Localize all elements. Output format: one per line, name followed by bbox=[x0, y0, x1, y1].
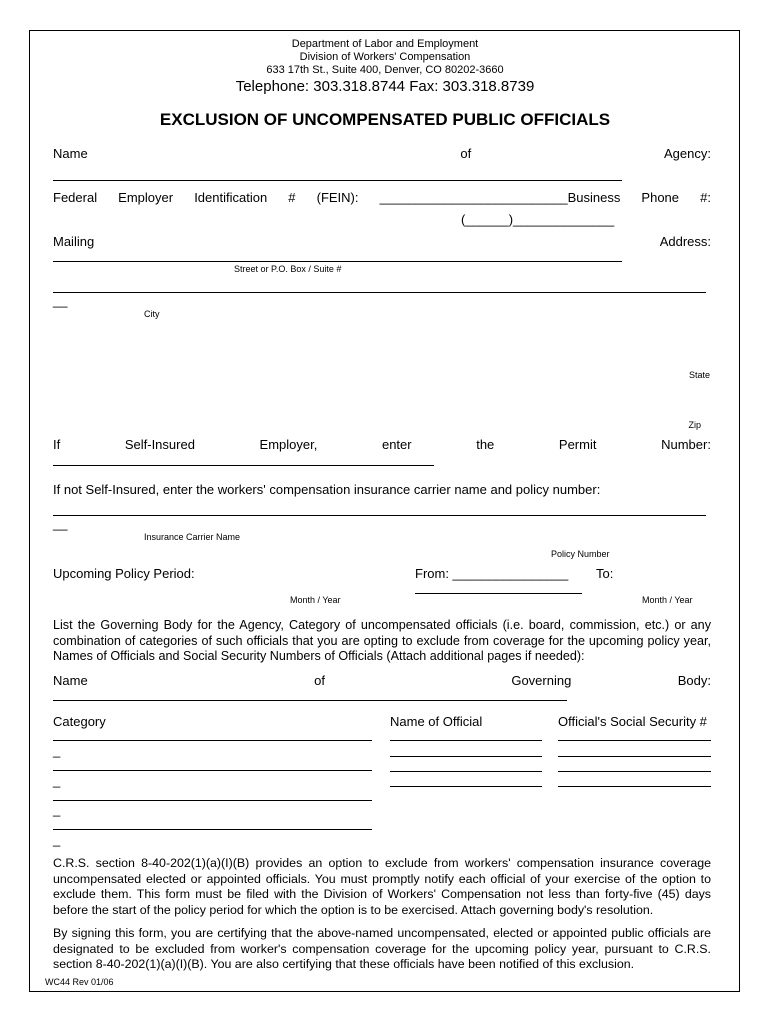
row-dash: _ bbox=[53, 743, 61, 758]
label-word: Mailing bbox=[53, 234, 95, 249]
street-field[interactable] bbox=[53, 261, 622, 262]
label-word: of bbox=[314, 673, 325, 688]
label-word: Governing bbox=[511, 673, 572, 688]
policy-to-field[interactable] bbox=[415, 593, 582, 594]
official-name-field-4[interactable] bbox=[390, 786, 542, 787]
label-word: the bbox=[476, 437, 495, 452]
permit-number-label bbox=[53, 437, 711, 452]
mailing-address-label bbox=[53, 234, 711, 249]
form-title: EXCLUSION OF UNCOMPENSATED PUBLIC OFFICIALS bbox=[159, 110, 611, 129]
official-name-header: Name of Official bbox=[390, 714, 483, 729]
crs-notice: C.R.S. section 8-40-202(1)(a)(I)(B) provides an option to exclude from workers' compensation insurance coverage uncompensated elected or appointed officials. You must promptly notify each official of your exercise of the option to exclude them. This form must be filed with the Division of Workers' Compensation not less than forty-five (45) days before the start of the policy period for which the option is to be exercised. Attach governing body's resolution. bbox=[53, 856, 711, 917]
label-word: Body: bbox=[677, 673, 711, 688]
category-field-4[interactable] bbox=[53, 829, 372, 830]
state-label: State bbox=[688, 370, 710, 380]
carrier-name-label: Insurance Carrier Name bbox=[144, 532, 241, 542]
telephone-fax: Telephone: 303.318.8744 Fax: 303.318.8739 bbox=[235, 78, 535, 95]
street-label: Street or P.O. Box / Suite # bbox=[234, 264, 342, 274]
official-name-field-2[interactable] bbox=[390, 756, 542, 757]
label-word: Employer, bbox=[259, 437, 318, 452]
label-word: Name bbox=[53, 673, 88, 688]
label-word: enter bbox=[381, 437, 412, 452]
label-word: If bbox=[53, 437, 61, 452]
governing-body-field[interactable] bbox=[53, 700, 567, 701]
governing-body-label bbox=[53, 673, 711, 688]
label-word: Employer bbox=[118, 190, 174, 205]
label-word: Phone bbox=[641, 190, 680, 205]
fein-phone-label bbox=[53, 190, 711, 205]
ssn-field-2[interactable] bbox=[558, 756, 711, 757]
carrier-dash: __ bbox=[53, 516, 68, 531]
form-number: WC44 Rev 01/06 bbox=[45, 977, 114, 987]
ssn-field-3[interactable] bbox=[558, 771, 711, 772]
governing-instructions: List the Governing Body for the Agency, Category of uncompensated officials (i.e. board, commission, etc.) or any combination of categories of such officials that you are opting to exclude from coverage for the upcoming policy year, Names of Officials and Social Security Numbers of Officials (Attach additional pages if needed): bbox=[53, 618, 711, 664]
label-word: Identification bbox=[194, 190, 268, 205]
certification-notice: By signing this form, you are certifying that the above-named uncompensated, elected or appointed public officials are designated to be excluded from worker's compensation coverage for the upcoming policy year, pursuant to C.R.S. section 8-40-202(1)(a)(I)(B). You are also certifying that these officials have been notified of this exclusion. bbox=[53, 926, 711, 972]
department-name: Department of Labor and Employment bbox=[291, 38, 479, 50]
form-border bbox=[29, 30, 740, 992]
city-state-zip-field[interactable] bbox=[53, 292, 706, 293]
ssn-field-4[interactable] bbox=[558, 786, 711, 787]
agency-name-field[interactable] bbox=[53, 180, 622, 181]
fein-field[interactable]: __________________________Business bbox=[379, 190, 621, 205]
label-word: (FEIN): bbox=[316, 190, 359, 205]
label-word: #: bbox=[700, 190, 711, 205]
label-word: Self-Insured bbox=[124, 437, 195, 452]
label-word: Permit bbox=[558, 437, 597, 452]
row-dash: _ bbox=[53, 773, 61, 788]
row-dash: _ bbox=[53, 832, 61, 847]
label-word: # bbox=[288, 190, 296, 205]
zip-label: Zip bbox=[688, 420, 701, 430]
agency-name-label bbox=[53, 146, 711, 161]
label-word: Agency: bbox=[664, 146, 711, 161]
category-header: Category bbox=[53, 714, 106, 729]
ssn-header: Official's Social Security # bbox=[558, 714, 707, 729]
division-name: Division of Workers' Compensation bbox=[299, 51, 471, 63]
city-label: City bbox=[144, 309, 160, 319]
carrier-prompt: If not Self-Insured, enter the workers' compensation insurance carrier name and policy number: bbox=[53, 482, 601, 497]
policy-period-label: Upcoming Policy Period: bbox=[53, 566, 195, 581]
official-name-field-3[interactable] bbox=[390, 771, 542, 772]
division-address: 633 17th St., Suite 400, Denver, CO 80202-3660 bbox=[266, 64, 504, 76]
row-dash: _ bbox=[53, 802, 61, 817]
policy-from-field[interactable]: From: ________________ bbox=[415, 566, 569, 581]
ssn-field-1[interactable] bbox=[558, 740, 711, 741]
label-word: Name bbox=[53, 146, 88, 161]
business-phone-field[interactable]: (______)______________ bbox=[461, 212, 615, 227]
permit-number-field[interactable] bbox=[53, 465, 434, 466]
category-field-1[interactable] bbox=[53, 740, 372, 741]
carrier-policy-field[interactable] bbox=[53, 515, 706, 516]
label-word: Number: bbox=[661, 437, 711, 452]
label-word: of bbox=[460, 146, 472, 161]
policy-number-label: Policy Number bbox=[551, 549, 610, 559]
policy-to-label: To: bbox=[596, 566, 614, 581]
category-field-2[interactable] bbox=[53, 770, 372, 771]
month-year-right: Month / Year bbox=[642, 595, 693, 605]
category-field-3[interactable] bbox=[53, 800, 372, 801]
label-word: Federal bbox=[53, 190, 98, 205]
city-dash: __ bbox=[53, 293, 68, 308]
official-name-field-1[interactable] bbox=[390, 740, 542, 741]
label-word: Address: bbox=[659, 234, 711, 249]
month-year-left: Month / Year bbox=[290, 595, 341, 605]
